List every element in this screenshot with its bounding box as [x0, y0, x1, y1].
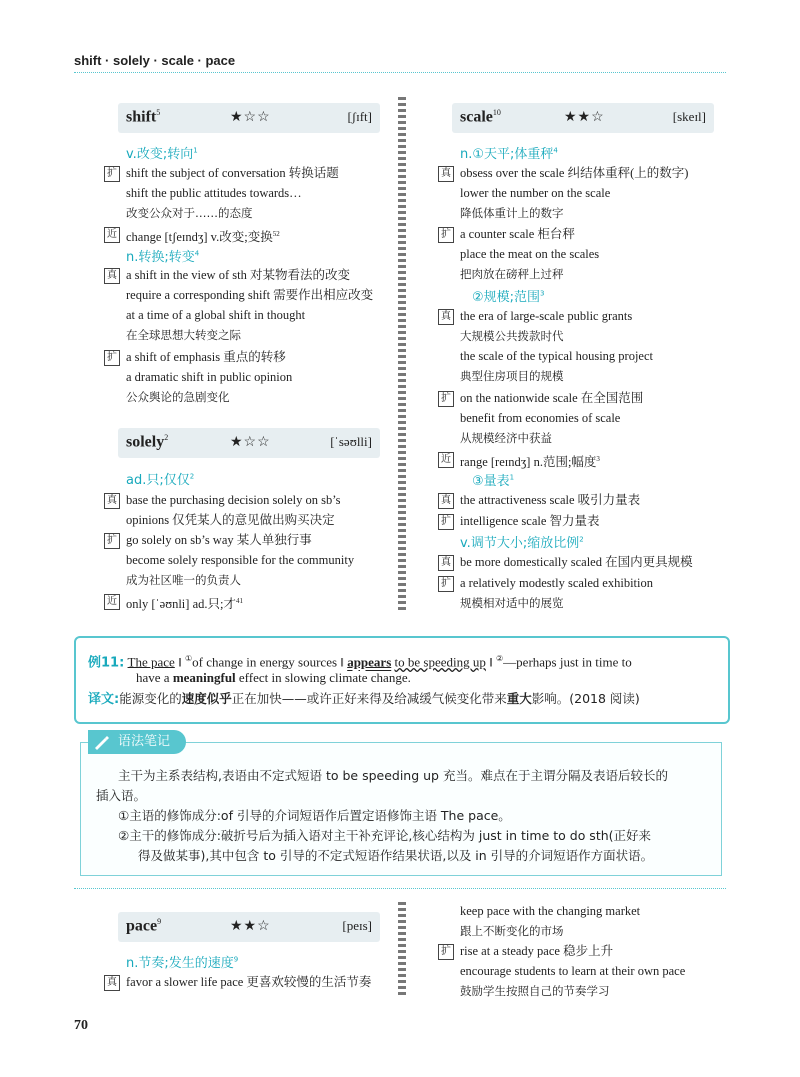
- tag-real: 真: [104, 493, 120, 509]
- headword-shift: shift$^5$: [126, 108, 161, 126]
- tag-synonym: 近: [104, 227, 120, 243]
- frequency-stars: ★★☆: [564, 110, 605, 125]
- word-meaningful: meaningful: [172, 670, 236, 685]
- phonetic: [skeɪl]: [672, 109, 706, 124]
- phonetic: [ˈsəʊlli]: [330, 434, 372, 449]
- text-line: base the purchasing decision solely on sb’s: [126, 493, 341, 507]
- text-line: 跟上不断变化的市场: [460, 924, 564, 938]
- text-line: shift the public attitudes towards…: [126, 186, 302, 200]
- text-line: 规模相对适中的展览: [460, 596, 564, 610]
- entry-header-pace: [118, 912, 380, 942]
- header-rule: [74, 72, 726, 73]
- text-line: intelligence scale 智力量表: [460, 514, 600, 528]
- tag-real: 真: [104, 268, 120, 284]
- text-line: the attractiveness scale 吸引力量表: [460, 493, 641, 507]
- tag-extend: 扩: [104, 350, 120, 366]
- text-line: obsess over the scale 纠结体重秤(上的数字): [460, 166, 689, 180]
- example-label: 例11:: [88, 655, 125, 671]
- tag-extend: 扩: [438, 514, 454, 530]
- text-line: a dramatic shift in public opinion: [126, 370, 293, 384]
- tag-extend: 扩: [104, 533, 120, 549]
- text-line: a counter scale 柜台秤: [460, 227, 575, 241]
- text-line: 成为社区唯一的负责人: [126, 573, 241, 587]
- tag-real: 真: [438, 555, 454, 571]
- sense-heading: n.转换;转变$^4$: [126, 249, 200, 265]
- tag-extend: 扩: [104, 166, 120, 182]
- tag-extend: 扩: [438, 944, 454, 960]
- text-line: keep pace with the changing market: [460, 904, 641, 918]
- headword-pace: pace$^9$: [126, 917, 162, 935]
- text-line: place the meat on the scales: [460, 247, 600, 261]
- text-line: a shift in the view of sth 对某物看法的改变: [126, 268, 350, 282]
- text-line: benefit from economies of scale: [460, 411, 621, 425]
- text-line: require a corresponding shift 需要作出相应改变: [126, 288, 374, 302]
- subject-the-pace: The pace: [127, 654, 175, 670]
- text-line: 典型住房项目的规模: [460, 369, 564, 383]
- sense-heading: v.调节大小;缩放比例$^2$: [460, 535, 584, 551]
- tag-synonym: 近: [438, 452, 454, 468]
- entry-header-scale: [452, 103, 714, 133]
- tag-real: 真: [438, 493, 454, 509]
- entry-header-solely: [118, 428, 380, 458]
- section-rule: [74, 888, 726, 889]
- tag-real: 真: [104, 975, 120, 991]
- headword-solely: solely$^2$: [126, 433, 169, 451]
- sense-heading: v.改变;转向$^1$: [126, 146, 198, 162]
- text-line: opinions 仅凭某人的意见做出购买决定: [126, 513, 335, 527]
- column-divider: [398, 97, 406, 612]
- running-head: shift · solely · scale · pace: [74, 53, 236, 68]
- text-line: shift the subject of conversation 转换话题: [126, 166, 339, 180]
- text-line: 在全球思想大转变之际: [126, 328, 241, 342]
- text-line: go solely on sb’s way 某人单独行事: [126, 533, 312, 547]
- text-line: 把肉放在磅秤上过秤: [460, 267, 564, 281]
- sense-heading: n.①天平;体重秤$^4$: [460, 146, 558, 162]
- text-line: 公众舆论的急剧变化: [126, 390, 230, 404]
- text-line: favor a slower life pace 更喜欢较慢的生活节奏: [126, 975, 372, 989]
- grammar-line: 插入语。: [96, 788, 147, 803]
- text-line: on the nationwide scale 在全国范围: [460, 391, 644, 405]
- tag-extend: 扩: [438, 227, 454, 243]
- text-line: range [reɪndʒ] n.范围;幅度$^3$: [460, 455, 600, 470]
- text-line: 从规模经济中获益: [460, 431, 552, 445]
- sense-heading: n.节奏;发生的速度$^9$: [126, 955, 239, 971]
- page-number: 70: [74, 1018, 88, 1033]
- text-line: the era of large-scale public grants: [460, 309, 633, 323]
- sense-heading: ad.只;仅仅$^2$: [126, 472, 195, 488]
- column-divider: [398, 902, 406, 998]
- entry-header-shift: [118, 103, 380, 133]
- sense-heading: ③量表$^1$: [472, 473, 515, 489]
- text-line: change [tʃeɪndʒ] v.改变;变换$^{52}$: [126, 230, 280, 245]
- text-line: rise at a steady pace 稳步上升: [460, 944, 614, 958]
- example-translation: 译文:能源变化的速度似乎正在加快——或许正好来得及给减缓气候变化带来重大影响。(2018 阅读): [88, 691, 640, 707]
- grammar-line: 得及做某事),其中包含 to 引导的不定式短语作结果状语,以及 in 引导的介词短语作方面状语。: [138, 848, 654, 863]
- text-line: at a time of a global shift in thought: [126, 308, 306, 322]
- phonetic: [peɪs]: [342, 918, 372, 933]
- grammar-notes-title: 语法笔记: [88, 730, 186, 754]
- text-line: lower the number on the scale: [460, 186, 611, 200]
- tag-extend: 扩: [438, 391, 454, 407]
- frequency-stars: ★☆☆: [230, 110, 271, 125]
- frequency-stars: ★☆☆: [230, 435, 271, 450]
- tag-real: 真: [438, 166, 454, 182]
- grammar-line: ②主干的修饰成分:破折号后为插入语对主干补充评论,核心结构为 just in time to do sth(正好来: [118, 828, 652, 843]
- frequency-stars: ★★☆: [230, 919, 271, 934]
- grammar-line: 主干为主系表结构,表语由不定式短语 to be speeding up 充当。难点在于主谓分隔及表语后较长的: [118, 768, 668, 783]
- grammar-line: ①主语的修饰成分:of 引导的介词短语作后置定语修饰主语 The pace。: [118, 808, 511, 823]
- text-line: a shift of emphasis 重点的转移: [126, 350, 286, 364]
- text-line: the scale of the typical housing project: [460, 349, 653, 363]
- pen-icon: [92, 733, 110, 751]
- tag-extend: 扩: [438, 576, 454, 592]
- text-line: encourage students to learn at their own pace: [460, 964, 686, 978]
- text-line: only [ˈəʊnli] ad.只;才$^{41}$: [126, 597, 243, 612]
- text-line: 改变公众对于……的态度: [126, 206, 253, 220]
- verb-appears: appears: [347, 654, 392, 670]
- tag-real: 真: [438, 309, 454, 325]
- text-line: 大规模公共拨款时代: [460, 329, 564, 343]
- text-line: become solely responsible for the community: [126, 553, 355, 567]
- text-line: 鼓励学生按照自己的节奏学习: [460, 984, 610, 998]
- translation-label: 译文:: [88, 692, 120, 707]
- sense-heading: ②规模;范围$^3$: [472, 289, 545, 305]
- text-line: 降低体重计上的数字: [460, 206, 564, 220]
- phonetic: [ʃɪft]: [347, 109, 372, 124]
- example-sentence-line1: 例11: The pace ‖ ①of change in energy sources ‖ appears to be speeding up ‖ ②—perhaps just in time to: [88, 654, 632, 671]
- example-sentence-line2: have a meaningful effect in slowing climate change.: [136, 670, 411, 685]
- text-line: be more domestically scaled 在国内更具规模: [460, 555, 693, 569]
- text-line: a relatively modestly scaled exhibition: [460, 576, 653, 590]
- tag-synonym: 近: [104, 594, 120, 610]
- headword-scale: scale$^{10}$: [460, 108, 501, 126]
- predicative-to-be-speeding-up: to be speeding up: [394, 654, 486, 670]
